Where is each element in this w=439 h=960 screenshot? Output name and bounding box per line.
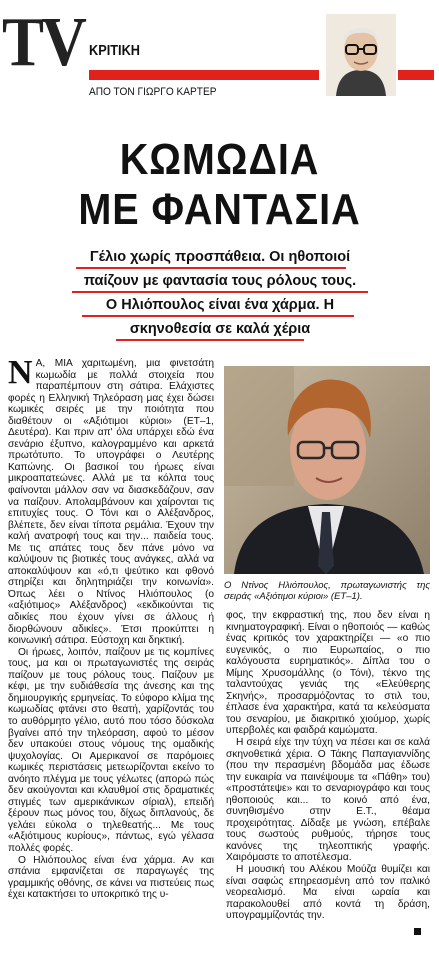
subtitle-underline-2 — [72, 291, 368, 293]
dropcap: Ν — [8, 358, 33, 391]
author-portrait-drawing — [326, 14, 396, 96]
article-paragraph: Ο Ηλιόπουλος είναι ένα χάρμα. Αν και σπάνια εμφανίζεται σε παραγωγές της γραμμικής οθόνης, σε κάνει να πιστεύεις πως έχει κατακτήσει το υποκριτικό της υ- — [8, 854, 214, 901]
subtitle-underline-4 — [116, 339, 304, 341]
headline-line-2: ΜΕ ΦΑΝΤΑΣΙΑ — [78, 185, 361, 234]
actor-photo-drawing — [224, 366, 430, 574]
photo-caption: Ο Ντίνος Ηλιόπουλος, πρωταγωνιστής της σειράς «Αξιότιμοι κύριοι» (ΕΤ–1). — [224, 580, 430, 602]
end-of-article-mark — [414, 928, 421, 935]
subtitle-line-4: σκηνοθεσία σε καλά χέρια — [129, 321, 311, 337]
article-paragraph: Η μουσική του Αλέκου Μούζα θυμίζει και είναι σαφώς επηρεασμένη από τον ιταλικό νεορεαλισμό. Μα είναι ωραία και παρακολουθεί από κοντά τη δράση, υπογραμμίζοντάς την. — [226, 864, 430, 922]
header-accent-bar — [89, 70, 319, 80]
subtitle-line-1: Γέλιο χωρίς προσπάθεια. Οι ηθοποιοί — [89, 249, 351, 265]
article-paragraph — [8, 358, 214, 647]
subtitle-underline-3 — [82, 315, 354, 317]
article-right-column — [226, 610, 430, 930]
section-label: ΚΡΙΤΙΚΗ — [89, 42, 140, 59]
subtitle-line-3: Ο Ηλιόπουλος είναι ένα χάρμα. Η — [105, 297, 335, 313]
article-paragraph: φος, την εκφραστική της, που δεν είναι η κινηματογραφική. Είναι ο ηθοποιός — καθώς ένας κριτικός τον χαρακτηρίζει — «ο πιο ευγενικός, ο πιο Ευρωπαίος, ο πιο καλόγουστα ευρηματικός». Δίπλα του ο Μίμης Χρυσομάλλης (ο Τόνι), τέκνο της ταλαντούχας γενιάς της «Ελεύθερης Σκηνής», προσαρμόζοντας το στιλ του, έπλασε ένα χαρακτήρα, κατά τα κελεύσματα του σεναρίου, με διακριτικό χιούμορ, χωρίς υπερβολές και φαιδρά καμώματα. — [226, 610, 430, 737]
section-logo-tv: TV — [2, 4, 85, 81]
subtitle-line-2: παίζουν με φαντασία τους ρόλους τους. — [83, 273, 357, 289]
actor-photo — [224, 366, 430, 574]
paragraph-text: Α, ΜΙΑ χαριτωμένη, μια φινετσάτη κωμωδία με πολλά στοιχεία που παραπέμπουν στη σάτιρα. Ελάχιστες φορές η Ελληνική Τηλεόραση μας έχει δώσει κωμικές σειρές με την ποιότητα που διαθέτουν οι «Αξιότιμοι κύριοι» (ΕΤ–1, Δευτέρα). Και πριν απ' όλα υπάρχει εδώ ένα σενάριο έξυπνο, καλογραμμένο και αρκετά πρωτότυπο. Το υπογράφει ο Λευτέρης Καπώνης. Οι βασικοί του ήρωες είναι μικροαπατεώνες. Αλλά με τα κόλπα τους φαίνονται μάλλον σαν να διασκεδάζουν, σαν να παίζουν. Απολαμβάνουν και χαίρονται τις επιτυχίες τους. Ο Τόνι και ο Αλέξανδρος, βλέπετε, δεν είναι τίποτα ρεμάλια. Έχουν την καλή ανατροφή τους και την... παιδεία τους. Με τις απάτες τους δεν πάνε μόνο να καλύψουν τις βιοτικές τους ανάγκες, αλλά να αποκαλύψουν και «ό,τι ψεύτικο και φθονό στηρίζει και δηλητηριάζει την κοινωνία». Όπως λέει ο Ντίνος Ηλιόπουλος (ο «αξιότιμος» Αλέξανδρος) «εκδικούνται τις αδικίες που έχουν γίνει σε άλλους ή διορθώνουν αδικίες». Έτσι προκύπτει η κοινωνική σάτιρα. Εύστοχη και δηκτική. — [8, 358, 214, 647]
author-portrait — [326, 14, 396, 96]
article-left-column — [8, 358, 214, 956]
author-byline: ΑΠΟ ΤΟΝ ΓΙΩΡΓΟ ΚΑΡΤΕΡ — [89, 86, 217, 98]
subtitle-underline-1 — [76, 267, 346, 269]
headline-line-1: ΚΩΜΩΔΙΑ — [119, 135, 320, 184]
article-paragraph: Οι ήρωες, λοιπόν, παίζουν με τις κομπίνες τους, μα και οι πρωταγωνιστές της σειράς παίζουν με τους ρόλους τους. Παίζουν με κέφι, με την ευδιάθεσία της άνεσης και της δημιουργικής ερμηνείας. Το εύφορο κλίμα της κωμωδίας φτάνει στο θεατή, χαρίζοντάς του το αυθόρμητο γέλιο, αυτό που τόσο δύσκολα βγαίνει από την τηλεόραση, αφού το μέσον δεν υπακούει στους νόμους της ομαδικής ψυχολογίας. Οι Αμερικανοί σε παρόμοιες κωμικές περιστάσεις μετεωρίζονται εκείνο το ανόητο πλέγμα με τους γέλωτες (απορώ πώς δεν ακούγονται και κλαυθμοί στις δραματικές στιγμές των αμερικάνικων σίριαλ), επειδή ξέρουν πως μόνος του, δίχως διπλανούς, δε γελάει εύκολα ο τηλεθεατής... Με τους «Αξιότιμους κυρίους», πάντως, εγώ γέλασα πολλές φορές. — [8, 646, 214, 854]
article-paragraph: Η σειρά είχε την τύχη να πέσει και σε καλά σκηνοθετικά χέρια. Ο Τάκης Παπαγιαννίδης (που την περασμένη βδομάδα μας έδωσε την ευκαιρία να παινέψουμε τα «Πάθη» του) «προστάτεψε» και το σεναριογράφο και τους ηθοποιούς και... το κοινό από ένα, συνηθισμένο στην Ε.Τ., θέαμα προχειρότητας. Δίδαξε με γνώση, επέβαλε τους σωστούς ρυθμούς, τήρησε τους κανόνες της τηλεοπτικής γραφής. Χαιρόμαστε το αποτέλεσμα. — [226, 737, 430, 864]
header-accent-bar-right — [398, 70, 434, 80]
